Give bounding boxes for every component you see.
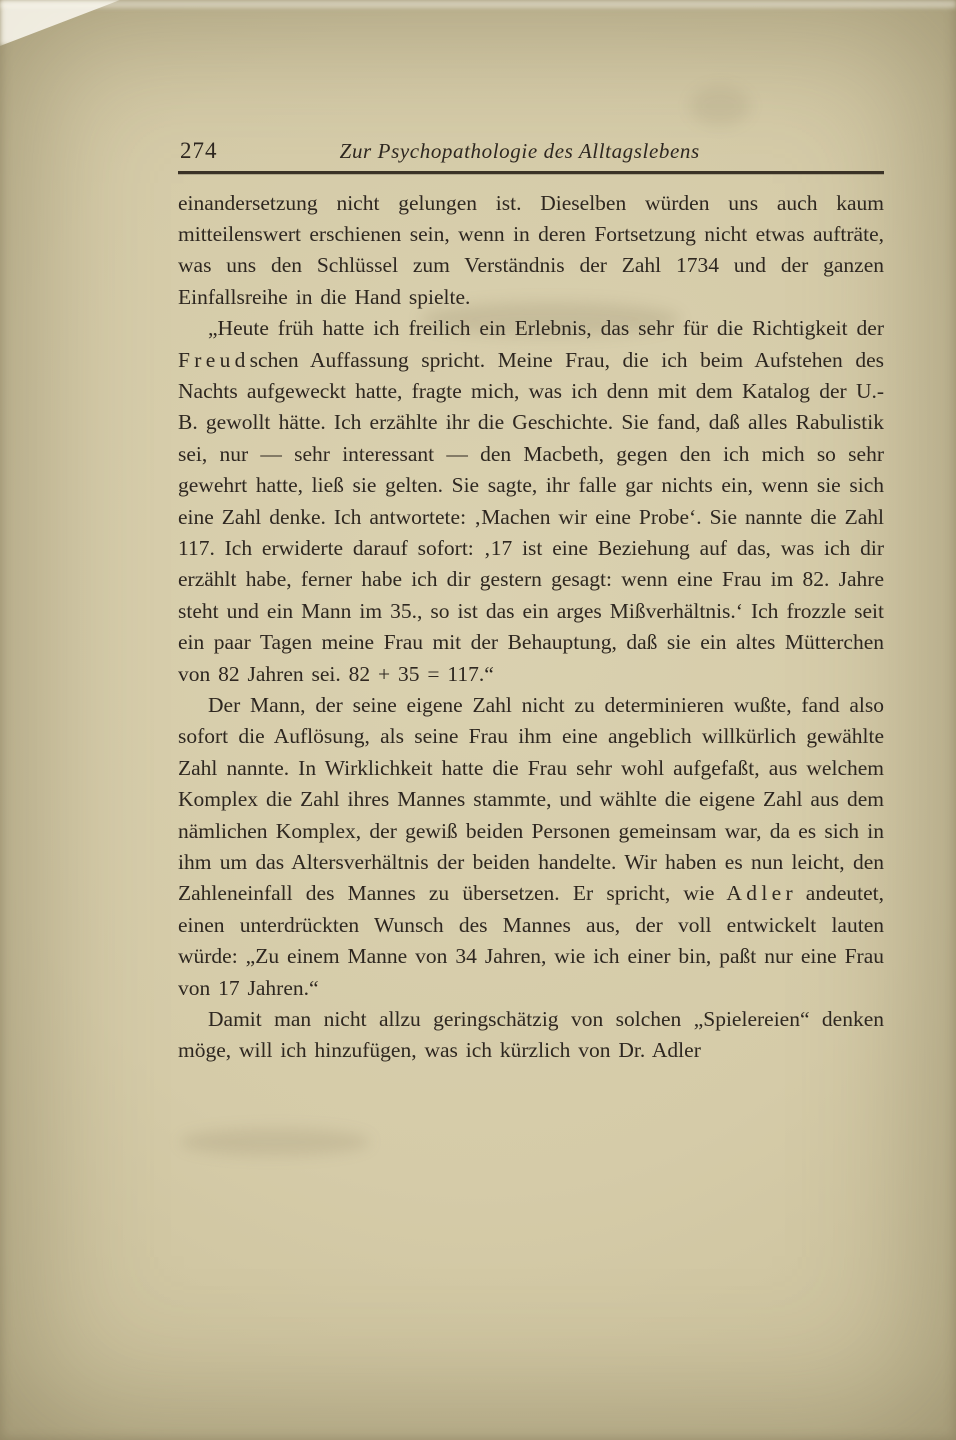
page-content	[178, 138, 884, 1067]
page-header	[178, 138, 884, 164]
scan-edge-highlight	[0, 0, 956, 8]
print-showthrough	[690, 86, 750, 126]
print-showthrough	[180, 1128, 370, 1156]
paragraph: „Heute früh hatte ich freilich ein Erlebnis, das sehr für die Richtigkeit der F r e u d schen Auffassung spricht. Meine Frau, die ich beim Aufstehen des Nachts aufgeweckt hatte, fragte mich, was ich denn mit dem Katalog der U.-B. gewollt hätte. Ich erzählte ihr die Geschichte. Sie fand, daß alles Rabulistik sei, nur — sehr interessant — den Macbeth, gegen den ich mich so sehr gewehrt hatte, ließ sie gelten. Sie sagte, ihr falle gar nichts ein, wenn sie sich eine Zahl denke. Ich antwortete: ‚Machen wir eine Probe‘. Sie nannte die Zahl 117. Ich erwiderte darauf sofort: ‚17 ist eine Beziehung auf das, was ich dir erzählt habe, ferner habe ich dir gestern gesagt: wenn eine Frau im 82. Jahre steht und ein Mann im 35., so ist das ein arges Mißverhältnis.‘ Ich frozzle seit ein paar Tagen meine Frau mit der Behauptung, daß sie ein altes Mütterchen von 82 Jahren sei. 82 + 35 = 117.“	[178, 316, 884, 686]
paragraph: Damit man nicht allzu geringschätzig von solchen „Spielereien“ denken möge, will ich hinzufügen, was ich kürzlich von Dr. Adler	[178, 1007, 884, 1063]
header-rule	[178, 171, 884, 174]
paragraph: einandersetzung nicht gelungen ist. Dieselben würden uns auch kaum mitteilenswert erschienen sein, wenn in deren Fortsetzung nicht etwas aufträte, was uns den Schlüssel zum Verständnis der Zahl 1734 und der ganzen Einfallsreihe in die Hand spielte.	[178, 190, 884, 309]
page-number: 274	[180, 138, 218, 163]
body-text	[178, 188, 884, 1067]
running-title: Zur Psychopathologie des Alltagslebens	[339, 139, 700, 163]
paragraph: Der Mann, der seine eigene Zahl nicht zu determinieren wußte, fand also sofort die Auflösung, als seine Frau ihm eine angeblich willkürlich gewählte Zahl nannte. In Wirklichkeit hatte die Frau sehr wohl aufgefaßt, aus welchem Komplex die Zahl ihres Mannes stammte, und wählte die eigene Zahl aus dem nämlichen Komplex, der gewiß beiden Personen gemeinsam war, da es sich in ihm um das Altersverhältnis der beiden handelte. Wir haben es nun leicht, den Zahleneinfall des Mannes zu übersetzen. Er spricht, wie A d l e r andeutet, einen unterdrückten Wunsch des Mannes aus, der voll entwickelt lauten würde: „Zu einem Manne von 34 Jahren, wie ich einer bin, paßt nur eine Frau von 17 Jahren.“	[178, 693, 884, 1000]
